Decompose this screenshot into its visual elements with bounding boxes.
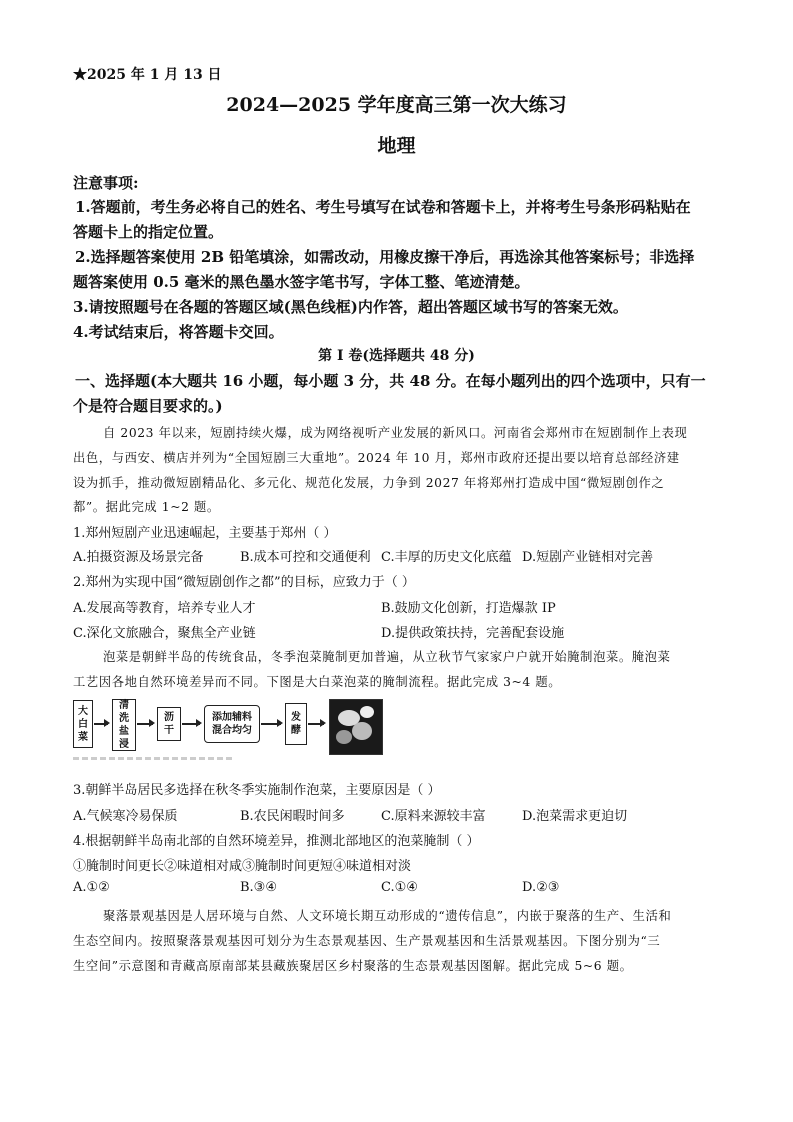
flow-arrow [182, 723, 200, 725]
option-a: A.发展高等教育，培养专业人才 [73, 601, 256, 616]
passage-line: 生空间”示意图和青藏高原南部某县藏族聚居区乡村聚落的生态景观基因图解。据此完成 5~6 题。 [73, 959, 633, 973]
flow-arrow [137, 723, 153, 725]
subject-title: 地理 [377, 135, 416, 157]
option-b: B.③④ [240, 880, 277, 895]
flow-step-ferment: 发 酵 [285, 703, 307, 745]
cropped-caption-line [73, 757, 233, 760]
passage-line: 泡菜是朝鲜半岛的传统食品，冬季泡菜腌制更加普遍，从立秋节气家家户户就开始腌制泡菜。腌泡菜 [103, 650, 671, 664]
notice-line: 2.选择题答案使用 2B 铅笔填涂，如需改动，用橡皮擦干净后，再选涂其他答案标号；非选择 [75, 248, 695, 266]
flow-step-drain: 沥 干 [157, 707, 181, 741]
option-d: D.②③ [522, 880, 560, 895]
section-instruction: 个是符合题目要求的。) [73, 397, 223, 415]
exam-title: 2024—2025 学年度高三第一次大练习 [226, 94, 567, 116]
passage-line: 聚落景观基因是人居环境与自然、人文环境长期互动形成的“遗传信息”，内嵌于聚落的生产、生活和 [103, 909, 672, 923]
option-a: A.气候寒冷易保质 [73, 809, 178, 824]
notice-line: 答题卡上的指定位置。 [73, 223, 224, 241]
flow-arrow [94, 723, 108, 725]
passage-line: 设为抓手，推动微短剧精品化、多元化、规范化发展，力争到 2027 年将郑州打造成中国“微短剧创作之 [73, 476, 665, 490]
option-a: A.①② [73, 880, 110, 895]
option-b: B.农民闲暇时间多 [240, 809, 345, 824]
option-b: B.成本可控和交通便利 [240, 550, 371, 565]
option-c: C.丰厚的历史文化底蕴 [381, 550, 512, 565]
question-stem: 4.根据朝鲜半岛南北部的自然环境差异，推测北部地区的泡菜腌制（ ） [73, 834, 480, 849]
flow-step-wash-salt: 清 洗 盐 浸 [112, 699, 136, 751]
kimchi-process-flowchart [73, 699, 381, 755]
notice-line: 4.考试结束后，将答题卡交回。 [73, 323, 284, 341]
question-items: ①腌制时间更长②味道相对咸③腌制时间更短④味道相对淡 [73, 859, 412, 874]
notice-line: 3.请按照题号在各题的答题区域(黑色线框)内作答，超出答题区域书写的答案无效。 [73, 298, 628, 316]
notice-line: 题答案使用 0.5 毫米的黑色墨水签字笔书写，字体工整、笔迹清楚。 [73, 273, 530, 291]
question-stem: 3.朝鲜半岛居民多选择在秋冬季实施制作泡菜，主要原因是（ ） [73, 783, 441, 798]
question-stem: 1.郑州短剧产业迅速崛起，主要基于郑州（ ） [73, 526, 337, 541]
option-d: D.提供政策扶持，完善配套设施 [381, 626, 565, 641]
passage-line: 工艺因各地自然环境差异而不同。下图是大白菜泡菜的腌制流程。据此完成 3~4 题。 [73, 675, 562, 689]
flow-arrow [308, 723, 324, 725]
option-d: D.短剧产业链相对完善 [522, 550, 654, 565]
option-c: C.深化文旅融合，聚焦全产业链 [73, 626, 256, 641]
notice-line: 1.答题前，考生务必将自己的姓名、考生号填写在试卷和答题卡上，并将考生号条形码粘贴在 [75, 198, 691, 216]
option-c: C.原料来源较丰富 [381, 809, 486, 824]
flow-step-add-mix: 添加辅料 混合均匀 [204, 705, 260, 743]
option-c: C.①④ [381, 880, 418, 895]
passage-line: 自 2023 年以来，短剧持续火爆，成为网络视听产业发展的新风口。河南省会郑州市在短剧制作上表现 [103, 426, 688, 440]
exam-date: ★2025 年 1 月 13 日 [73, 67, 222, 83]
flow-step-cabbage: 大 白 菜 [73, 700, 93, 748]
question-stem: 2.郑州为实现中国“微短剧创作之都”的目标，应致力于（ ） [73, 575, 415, 590]
passage-line: 出色，与西安、横店并列为“全国短剧三大重地”。2024 年 10 月，郑州市政府还提出要以培育总部经济建 [73, 451, 680, 465]
notice-heading: 注意事项: [73, 174, 139, 192]
passage-line: 生态空间内。按照聚落景观基因可划分为生态景观基因、生产景观基因和生活景观基因。下图分别为“三 [73, 934, 661, 948]
kimchi-photo [329, 699, 383, 755]
flow-arrow [261, 723, 281, 725]
option-d: D.泡菜需求更迫切 [522, 809, 628, 824]
passage-line: 都”。据此完成 1~2 题。 [73, 500, 220, 514]
section-instruction: 一、选择题(本大题共 16 小题，每小题 3 分，共 48 分。在每小题列出的四个选项中，只有一 [75, 372, 706, 390]
option-a: A.拍摄资源及场景完备 [73, 550, 204, 565]
option-b: B.鼓励文化创新，打造爆款 IP [381, 601, 556, 616]
section-title: 第 I 卷(选择题共 48 分) [318, 348, 475, 364]
